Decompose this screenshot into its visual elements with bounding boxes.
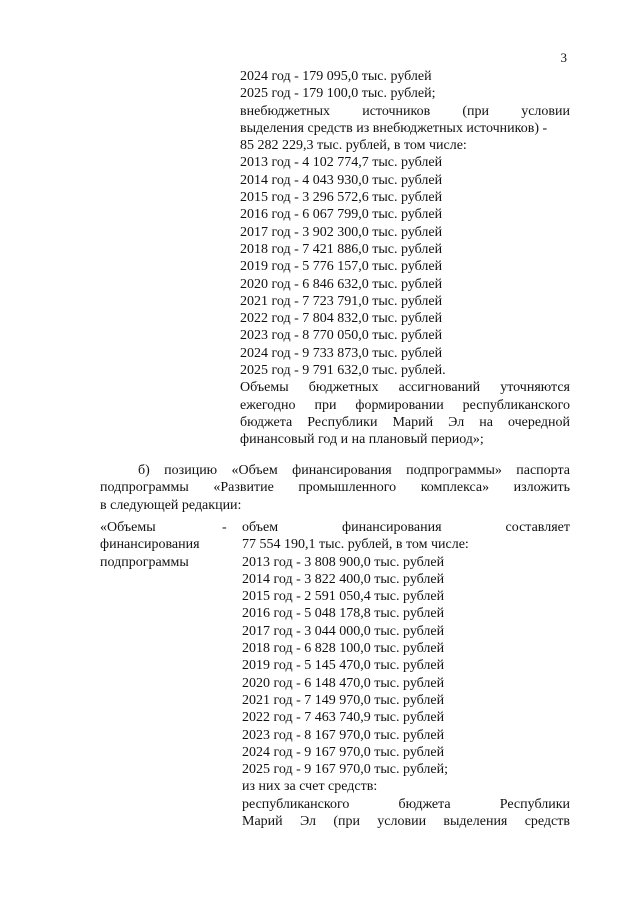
year-line: 2020 год - 6 846 632,0 тыс. рублей bbox=[240, 276, 443, 292]
year-line: 2025 год - 9 167 970,0 тыс. рублей; bbox=[242, 762, 449, 778]
label-dash: - bbox=[222, 520, 227, 535]
page-number: 3 bbox=[560, 50, 567, 65]
text-line: 2024 год - 179 095,0 тыс. рублей bbox=[240, 69, 432, 84]
year-line: 2022 год - 7 804 832,0 тыс. рублей bbox=[240, 311, 443, 327]
year-line: 2024 год - 9 167 970,0 тыс. рублей bbox=[242, 744, 445, 760]
year-line: 2021 год - 7 723 791,0 тыс. рублей bbox=[240, 293, 443, 309]
year-line: 2025 год - 9 791 632,0 тыс. рублей. bbox=[240, 363, 446, 379]
year-line: 2018 год - 6 828 100,0 тыс. рублей bbox=[242, 641, 445, 657]
year-line: 2013 год - 4 102 774,7 тыс. рублей bbox=[240, 155, 443, 171]
paragraph-line: подпрограммы «Развитие промышленного комплекса» изложить bbox=[100, 480, 570, 496]
financing-continued-block bbox=[240, 68, 570, 449]
note-line: Объемы бюджетных ассигнований уточняются bbox=[240, 380, 570, 396]
budget-line: республиканского бюджета Республики bbox=[242, 796, 570, 812]
offbudget-line: выделения средств из внебюджетных источников) - bbox=[240, 120, 548, 136]
offbudget-line: внебюджетных источников (при условии bbox=[240, 103, 570, 119]
year-line: 2014 год - 3 822 400,0 тыс. рублей bbox=[242, 571, 445, 587]
text-line: 2025 год - 179 100,0 тыс. рублей; bbox=[240, 86, 436, 102]
year-line: 2018 год - 7 421 886,0 тыс. рублей bbox=[240, 241, 443, 257]
year-line: 2019 год - 5 145 470,0 тыс. рублей bbox=[242, 658, 445, 674]
year-line: 2015 год - 2 591 050,4 тыс. рублей bbox=[242, 589, 445, 605]
year-line: 2023 год - 8 770 050,0 тыс. рублей bbox=[240, 328, 443, 344]
year-line: 2015 год - 3 296 572,6 тыс. рублей bbox=[240, 190, 443, 206]
passport-value bbox=[242, 519, 570, 830]
year-line: 2014 год - 4 043 930,0 тыс. рублей bbox=[240, 172, 443, 188]
label-line: подпрограммы bbox=[100, 554, 189, 570]
year-line: 2021 год - 7 149 970,0 тыс. рублей bbox=[242, 692, 445, 708]
budget-line: Марий Эл (при условии выделения средств bbox=[242, 814, 570, 830]
year-line: 2016 год - 5 048 178,8 тыс. рублей bbox=[242, 606, 445, 622]
year-line: 2024 год - 9 733 873,0 тыс. рублей bbox=[240, 345, 443, 361]
year-line: 2019 год - 5 776 157,0 тыс. рублей bbox=[240, 259, 443, 275]
note-line: финансовый год и на плановый период»; bbox=[240, 432, 484, 448]
note-line: ежегодно при формировании республиканского bbox=[240, 397, 570, 413]
year-line: 2023 год - 8 167 970,0 тыс. рублей bbox=[242, 727, 445, 743]
year-line: 2017 год - 3 902 300,0 тыс. рублей bbox=[240, 224, 443, 240]
passport-label bbox=[100, 519, 235, 571]
sources-line: из них за счет средств: bbox=[242, 779, 378, 795]
paragraph-line: б) позицию «Объем финансирования подпрограммы» паспорта bbox=[138, 463, 570, 478]
label-line: финансирования bbox=[100, 537, 200, 553]
year-line: 2013 год - 3 808 900,0 тыс. рублей bbox=[242, 554, 445, 570]
year-line: 2022 год - 7 463 740,9 тыс. рублей bbox=[242, 710, 445, 726]
label-line: «Объемы bbox=[100, 520, 156, 535]
value-first-line: объем финансирования составляет bbox=[242, 520, 570, 535]
year-line: 2020 год - 6 148 470,0 тыс. рублей bbox=[242, 675, 445, 691]
note-line: бюджета Республики Марий Эл на очередной bbox=[240, 414, 570, 430]
total-line: 77 554 190,1 тыс. рублей, в том числе: bbox=[242, 537, 469, 553]
total-line: 85 282 229,3 тыс. рублей, в том числе: bbox=[240, 138, 467, 154]
year-line: 2016 год - 6 067 799,0 тыс. рублей bbox=[240, 207, 443, 223]
amendment-paragraph bbox=[100, 462, 570, 514]
year-line: 2017 год - 3 044 000,0 тыс. рублей bbox=[242, 623, 445, 639]
paragraph-line: в следующей редакции: bbox=[100, 497, 242, 513]
